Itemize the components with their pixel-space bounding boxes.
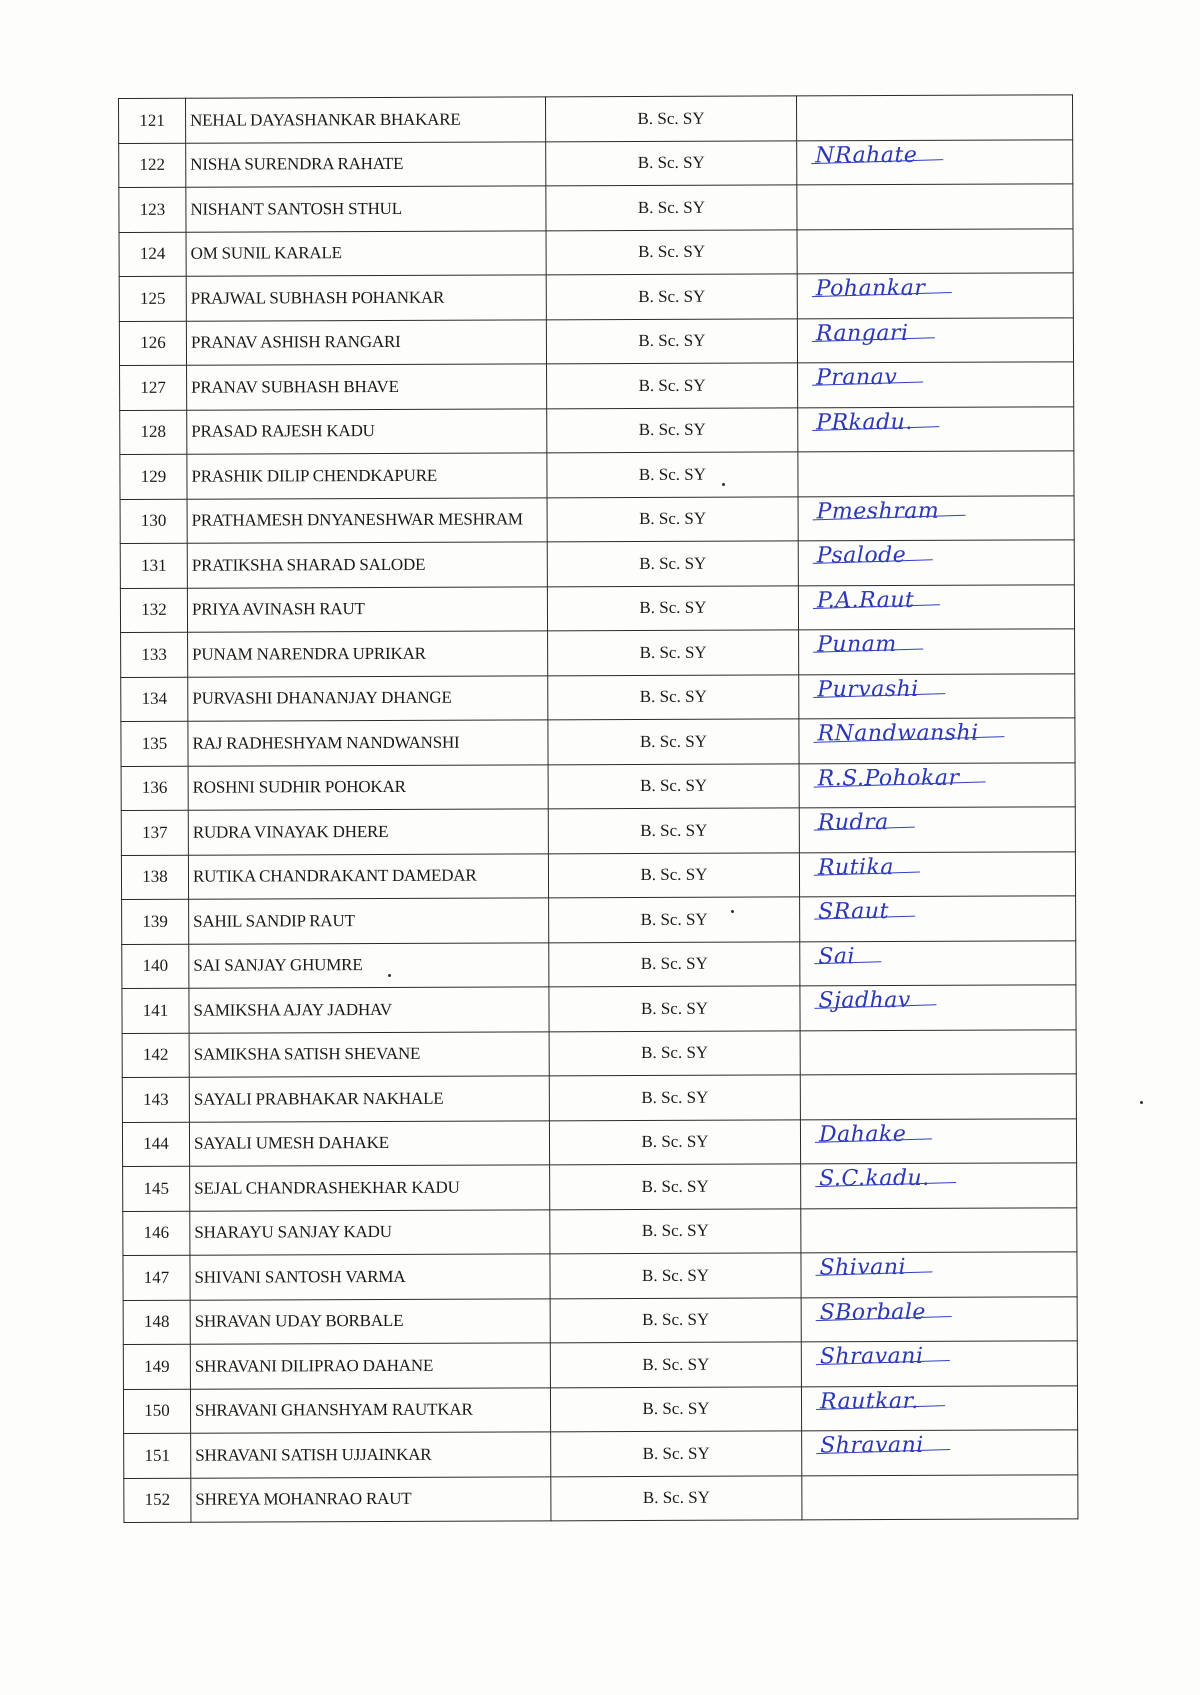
class-cell: B. Sc. SY <box>550 1342 801 1387</box>
table-row <box>122 985 1076 1033</box>
student-name-cell: PRASAD RAJESH KADU <box>187 408 547 454</box>
table-row <box>123 1385 1077 1433</box>
attendance-table <box>118 94 1078 1523</box>
class-cell: B. Sc. SY <box>546 318 797 363</box>
signature-cell <box>800 985 1076 1031</box>
table-row <box>122 1074 1076 1122</box>
student-name-cell: PRAJWAL SUBHASH POHANKAR <box>186 275 546 321</box>
table-row <box>122 1118 1076 1166</box>
signature-cell <box>796 95 1072 141</box>
serial-number-cell: 122 <box>119 143 186 188</box>
table-row <box>123 1252 1077 1300</box>
serial-number-cell: 127 <box>120 365 187 410</box>
table-row <box>123 1341 1077 1389</box>
handwritten-signature: Pranav <box>816 365 898 391</box>
table-row <box>121 762 1075 810</box>
table-row <box>121 718 1075 766</box>
table-row <box>121 673 1075 721</box>
scan-speck <box>1140 1101 1143 1104</box>
serial-number-cell: 146 <box>123 1211 190 1256</box>
table-row <box>120 495 1074 543</box>
serial-number-cell: 151 <box>124 1433 191 1478</box>
table-row <box>122 940 1076 988</box>
student-name-cell: SAHIL SANDIP RAUT <box>189 898 549 944</box>
class-cell: B. Sc. SY <box>548 719 799 764</box>
handwritten-signature: Rudra <box>817 810 889 836</box>
handwritten-signature: PRkadu. <box>816 409 913 435</box>
table-row <box>121 629 1075 677</box>
signature-cell <box>802 1430 1078 1476</box>
signature-cell <box>798 584 1074 630</box>
table-row <box>120 362 1074 410</box>
serial-number-cell: 130 <box>120 499 187 544</box>
signature-cell <box>799 851 1075 897</box>
class-cell: B. Sc. SY <box>549 897 800 942</box>
signature-cell <box>800 1118 1076 1164</box>
table-row <box>119 317 1073 365</box>
class-cell: B. Sc. SY <box>551 1431 802 1476</box>
handwritten-signature: Pmeshram <box>816 498 940 524</box>
student-name-cell: PRANAV ASHISH RANGARI <box>186 319 546 365</box>
table-row <box>119 95 1073 143</box>
signature-cell <box>801 1296 1077 1342</box>
class-cell: B. Sc. SY <box>550 1297 801 1342</box>
class-cell: B. Sc. SY <box>550 1208 801 1253</box>
table-row <box>121 807 1075 855</box>
serial-number-cell: 152 <box>124 1478 191 1523</box>
handwritten-signature: SRaut <box>818 899 889 925</box>
signature-cell <box>799 718 1075 764</box>
signature-cell <box>797 184 1073 230</box>
student-name-cell: SHRAVANI DILIPRAO DAHANE <box>190 1343 550 1389</box>
serial-number-cell: 125 <box>119 276 186 321</box>
class-cell: B. Sc. SY <box>547 585 798 630</box>
student-name-cell: SHRAVAN UDAY BORBALE <box>190 1298 550 1344</box>
signature-cell <box>798 495 1074 541</box>
class-cell: B. Sc. SY <box>548 674 799 719</box>
class-cell: B. Sc. SY <box>546 140 797 185</box>
student-name-cell: NISHANT SANTOSH STHUL <box>186 186 546 232</box>
signature-cell <box>801 1341 1077 1387</box>
signature-cell <box>797 139 1073 185</box>
signature-cell <box>798 540 1074 586</box>
class-cell: B. Sc. SY <box>549 1075 800 1120</box>
handwritten-signature: Rautkar. <box>819 1388 919 1414</box>
handwritten-signature: Psalode <box>816 542 907 569</box>
class-cell: B. Sc. SY <box>549 986 800 1031</box>
serial-number-cell: 126 <box>119 321 186 366</box>
table-row <box>119 184 1073 232</box>
serial-number-cell: 142 <box>122 1033 189 1078</box>
student-name-cell: PRATIKSHA SHARAD SALODE <box>187 542 547 588</box>
table-row <box>123 1207 1077 1255</box>
attendance-rows <box>119 95 1078 1523</box>
scan-speck <box>388 974 391 977</box>
signature-cell <box>800 1029 1076 1075</box>
student-name-cell: SAMIKSHA AJAY JADHAV <box>189 987 549 1033</box>
serial-number-cell: 140 <box>122 944 189 989</box>
class-cell: B. Sc. SY <box>548 630 799 675</box>
table-row <box>123 1296 1077 1344</box>
table-row <box>120 540 1074 588</box>
handwritten-signature: Pohankar <box>815 275 926 302</box>
class-cell: B. Sc. SY <box>550 1253 801 1298</box>
serial-number-cell: 138 <box>121 855 188 900</box>
student-name-cell: ROSHNI SUDHIR POHOKAR <box>188 764 548 810</box>
serial-number-cell: 123 <box>119 187 186 232</box>
serial-number-cell: 132 <box>120 588 187 633</box>
table-row <box>119 139 1073 187</box>
signature-cell <box>798 451 1074 497</box>
table-row <box>124 1474 1078 1522</box>
serial-number-cell: 129 <box>120 454 187 499</box>
student-name-cell: SAMIKSHA SATISH SHEVANE <box>189 1031 549 1077</box>
serial-number-cell: 150 <box>123 1389 190 1434</box>
serial-number-cell: 136 <box>121 766 188 811</box>
class-cell: B. Sc. SY <box>547 541 798 586</box>
attendance-sheet <box>118 98 1068 1523</box>
class-cell: B. Sc. SY <box>546 274 797 319</box>
table-row <box>120 406 1074 454</box>
serial-number-cell: 121 <box>119 98 186 143</box>
student-name-cell: SAYALI PRABHAKAR NAKHALE <box>189 1076 549 1122</box>
signature-cell <box>798 362 1074 408</box>
serial-number-cell: 133 <box>121 632 188 677</box>
student-name-cell: SHIVANI SANTOSH VARMA <box>190 1254 550 1300</box>
class-cell: B. Sc. SY <box>548 763 799 808</box>
signature-cell <box>797 273 1073 319</box>
table-row <box>120 584 1074 632</box>
class-cell: B. Sc. SY <box>549 941 800 986</box>
signature-cell <box>800 1074 1076 1120</box>
student-name-cell: RUTIKA CHANDRAKANT DAMEDAR <box>188 853 548 899</box>
class-cell: B. Sc. SY <box>551 1475 802 1520</box>
student-name-cell: RUDRA VINAYAK DHERE <box>188 809 548 855</box>
class-cell: B. Sc. SY <box>549 1030 800 1075</box>
student-name-cell: SEJAL CHANDRASHEKHAR KADU <box>190 1165 550 1211</box>
class-cell: B. Sc. SY <box>546 229 797 274</box>
handwritten-signature: R.S.Pohokar <box>817 765 960 791</box>
signature-cell <box>798 406 1074 452</box>
serial-number-cell: 128 <box>120 410 187 455</box>
signature-cell <box>799 629 1075 675</box>
student-name-cell: SHARAYU SANJAY KADU <box>190 1209 550 1255</box>
student-name-cell: PUNAM NARENDRA UPRIKAR <box>188 631 548 677</box>
handwritten-signature: Shravani <box>820 1432 924 1459</box>
student-name-cell: SHRAVANI GHANSHYAM RAUTKAR <box>190 1387 550 1433</box>
handwritten-signature: Rangari <box>815 320 909 346</box>
serial-number-cell: 148 <box>123 1300 190 1345</box>
student-name-cell: RAJ RADHESHYAM NANDWANSHI <box>188 720 548 766</box>
class-cell: B. Sc. SY <box>550 1164 801 1209</box>
handwritten-signature: Sai <box>818 943 856 969</box>
student-name-cell: PRIYA AVINASH RAUT <box>187 586 547 632</box>
table-row <box>119 273 1073 321</box>
class-cell: B. Sc. SY <box>547 452 798 497</box>
serial-number-cell: 141 <box>122 988 189 1033</box>
handwritten-signature: Sjadhav <box>818 987 911 1014</box>
signature-cell <box>799 762 1075 808</box>
signature-cell <box>802 1474 1078 1520</box>
handwritten-signature: RNandwanshi <box>817 720 979 747</box>
serial-number-cell: 147 <box>123 1255 190 1300</box>
handwritten-signature: Purvashi <box>817 676 919 702</box>
signature-cell <box>800 896 1076 942</box>
handwritten-signature: P.A.Raut <box>816 587 915 613</box>
table-row <box>124 1430 1078 1478</box>
signature-cell <box>799 807 1075 853</box>
signature-cell <box>797 317 1073 363</box>
student-name-cell: NISHA SURENDRA RAHATE <box>186 141 546 187</box>
student-name-cell: NEHAL DAYASHANKAR BHAKARE <box>186 97 546 143</box>
student-name-cell: SHRAVANI SATISH UJJAINKAR <box>191 1432 551 1478</box>
serial-number-cell: 124 <box>119 232 186 277</box>
handwritten-signature: SBorbale <box>819 1299 926 1325</box>
student-name-cell: PURVASHI DHANANJAY DHANGE <box>188 675 548 721</box>
scan-speck <box>722 483 725 486</box>
class-cell: B. Sc. SY <box>548 852 799 897</box>
handwritten-signature: Shravani <box>819 1343 924 1370</box>
table-row <box>120 451 1074 499</box>
student-name-cell: SAI SANJAY GHUMRE <box>189 942 549 988</box>
class-cell: B. Sc. SY <box>549 1119 800 1164</box>
class-cell: B. Sc. SY <box>547 407 798 452</box>
serial-number-cell: 145 <box>123 1166 190 1211</box>
student-name-cell: SHREYA MOHANRAO RAUT <box>191 1476 551 1522</box>
serial-number-cell: 139 <box>122 899 189 944</box>
signature-cell <box>800 940 1076 986</box>
signature-cell <box>801 1163 1077 1209</box>
serial-number-cell: 143 <box>122 1077 189 1122</box>
handwritten-signature: Punam <box>817 632 897 658</box>
student-name-cell: PRASHIK DILIP CHENDKAPURE <box>187 453 547 499</box>
class-cell: B. Sc. SY <box>547 363 798 408</box>
class-cell: B. Sc. SY <box>548 808 799 853</box>
table-row <box>122 1029 1076 1077</box>
student-name-cell: PRATHAMESH DNYANESHWAR MESHRAM <box>187 497 547 543</box>
serial-number-cell: 131 <box>120 543 187 588</box>
handwritten-signature: Dahake <box>818 1121 907 1147</box>
serial-number-cell: 134 <box>121 677 188 722</box>
handwritten-signature: Shivani <box>819 1254 907 1281</box>
student-name-cell: SAYALI UMESH DAHAKE <box>189 1120 549 1166</box>
signature-cell <box>801 1385 1077 1431</box>
signature-cell <box>801 1252 1077 1298</box>
scan-speck <box>731 910 734 913</box>
class-cell: B. Sc. SY <box>545 96 796 141</box>
serial-number-cell: 144 <box>122 1122 189 1167</box>
handwritten-signature: S.C.kadu. <box>819 1165 930 1192</box>
student-name-cell: OM SUNIL KARALE <box>186 230 546 276</box>
serial-number-cell: 149 <box>123 1344 190 1389</box>
table-row <box>122 896 1076 944</box>
signature-cell <box>801 1207 1077 1253</box>
handwritten-signature: NRahate <box>815 142 918 168</box>
signature-cell <box>797 228 1073 274</box>
table-row <box>121 851 1075 899</box>
signature-cell <box>799 673 1075 719</box>
class-cell: B. Sc. SY <box>550 1386 801 1431</box>
class-cell: B. Sc. SY <box>547 496 798 541</box>
table-row <box>119 228 1073 276</box>
class-cell: B. Sc. SY <box>546 185 797 230</box>
student-name-cell: PRANAV SUBHASH BHAVE <box>187 364 547 410</box>
table-row <box>123 1163 1077 1211</box>
serial-number-cell: 137 <box>121 810 188 855</box>
handwritten-signature: Rutika <box>817 854 895 880</box>
serial-number-cell: 135 <box>121 721 188 766</box>
